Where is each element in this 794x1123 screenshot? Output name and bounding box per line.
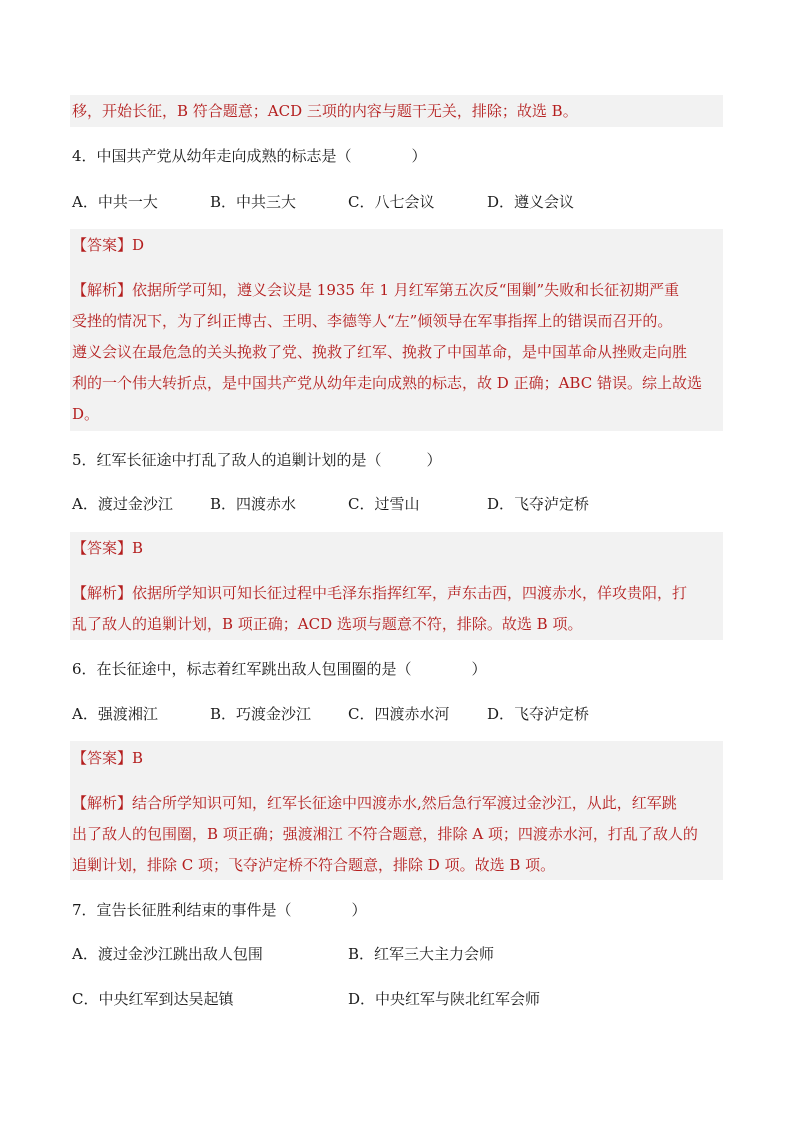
question-6-answer — [72, 748, 143, 768]
analysis-text: 依据所学知识可知长征过程中毛泽东指挥红军，声东击西，四渡赤水，佯攻贵阳，打 — [132, 584, 688, 602]
question-6-analysis-line-2: 出了敌人的包围圈，B 项正确；强渡湘江 不符合题意，排除 A 项；四渡赤水河，打乱了敌人的 — [72, 825, 698, 843]
question-5-option-c: C．过雪山 — [348, 495, 420, 513]
analysis-continued-text: 移，开始长征，B 符合题意；ACD 三项的内容与题干无关，排除；故选 B。 — [72, 102, 578, 120]
question-4-analysis-line-2: 受挫的情况下，为了纠正博古、王明、李德等人“左”倾领导在军事指挥上的错误而召开的。 — [72, 312, 673, 330]
question-7-option-d: D．中央红军与陕北红军会师 — [348, 990, 541, 1008]
question-6-option-d: D．飞夺泸定桥 — [487, 705, 590, 723]
analysis-text: 依据所学可知，遵义会议是 1935 年 1 月红军第五次反“围剿”失败和长征初期严重 — [132, 281, 680, 299]
answer-value: B — [132, 539, 144, 557]
answer-label: 【答案】 — [72, 749, 133, 767]
question-7-stem: 7．宣告长征胜利结束的事件是（ ） — [72, 901, 367, 919]
question-4-option-b: B．中共三大 — [210, 193, 297, 211]
question-5-option-b: B．四渡赤水 — [210, 495, 297, 513]
question-4-answer — [72, 235, 144, 255]
question-5-stem: 5．红军长征途中打乱了敌人的追剿计划的是（ ） — [72, 451, 442, 469]
question-5-analysis-line-1 — [72, 583, 687, 603]
question-4-analysis-line-5: D。 — [72, 405, 100, 423]
question-6-analysis-line-3: 追剿计划，排除 C 项；飞夺泸定桥不符合题意，排除 D 项。故选 B 项。 — [72, 856, 556, 874]
question-5-analysis-line-2: 乱了敌人的追剿计划，B 项正确；ACD 选项与题意不符，排除。故选 B 项。 — [72, 615, 583, 633]
question-6-option-b: B．巧渡金沙江 — [210, 705, 312, 723]
analysis-label: 【解析】 — [72, 281, 133, 299]
question-6-option-a: A．强渡湘江 — [72, 705, 158, 723]
answer-label: 【答案】 — [72, 539, 133, 557]
question-4-option-c: C．八七会议 — [348, 193, 435, 211]
question-7-option-c: C．中央红军到达吴起镇 — [72, 990, 234, 1008]
answer-value: D — [132, 236, 145, 254]
question-6-analysis-line-1 — [72, 793, 677, 813]
analysis-label: 【解析】 — [72, 584, 133, 602]
question-7-option-a: A．渡过金沙江跳出敌人包围 — [72, 945, 263, 963]
question-4-stem: 4．中国共产党从幼年走向成熟的标志是（ ） — [72, 147, 427, 165]
question-6-stem: 6．在长征途中，标志着红军跳出敌人包围圈的是（ ） — [72, 660, 487, 678]
question-7-option-b: B．红军三大主力会师 — [348, 945, 495, 963]
question-5-option-a: A．渡过金沙江 — [72, 495, 173, 513]
question-5-option-d: D．飞夺泸定桥 — [487, 495, 590, 513]
question-4-option-d: D．遵义会议 — [487, 193, 575, 211]
question-4-analysis-line-3: 遵义会议在最危急的关头挽救了党、挽救了红军、挽救了中国革命，是中国革命从挫败走向胜 — [72, 343, 688, 361]
analysis-label: 【解析】 — [72, 794, 133, 812]
analysis-text: 结合所学知识可知，红军长征途中四渡赤水,然后急行军渡过金沙江，从此，红军跳 — [132, 794, 677, 812]
question-5-answer — [72, 538, 143, 558]
question-4-analysis-line-1 — [72, 280, 679, 300]
answer-label: 【答案】 — [72, 236, 133, 254]
question-6-option-c: C．四渡赤水河 — [348, 705, 450, 723]
question-4-option-a: A．中共一大 — [72, 193, 158, 211]
answer-value: B — [132, 749, 144, 767]
question-4-analysis-line-4: 利的一个伟大转折点，是中国共产党从幼年走向成熟的标志，故 D 正确；ABC 错误。综上故选 — [72, 374, 702, 392]
